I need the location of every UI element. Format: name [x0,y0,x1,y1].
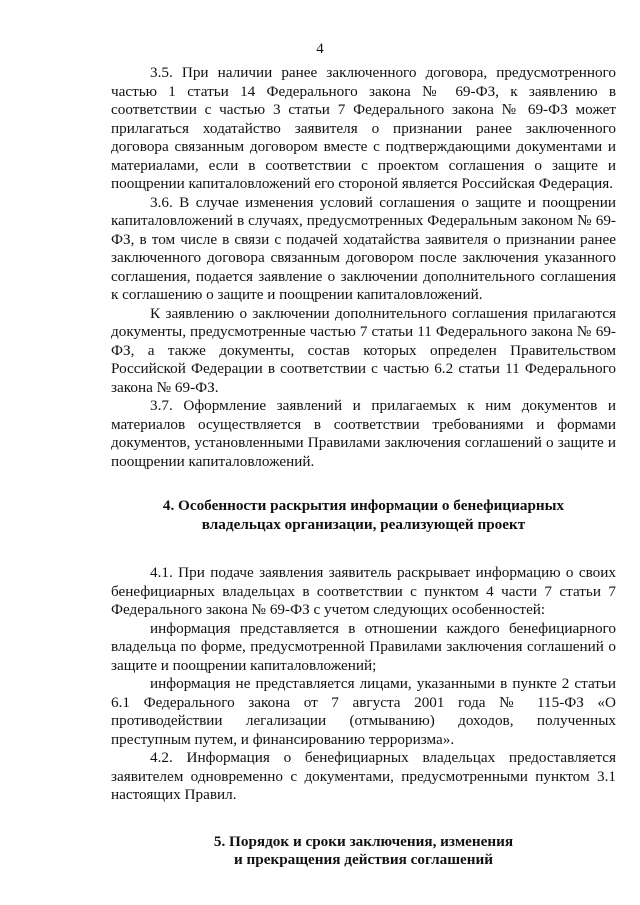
page-number: 4 [316,41,324,57]
paragraph-4-1: 4.1. При подаче заявления заявитель раскрывает информацию о своих бенефициарных владельцах в соответствии с пунктом 4 части 7 статьи 7 Федерального закона № 69-ФЗ с учетом следующих особенностей: [111,564,616,618]
paragraph-4-2: 4.2. Информация о бенефициарных владельцах предоставляется заявителем одновременно с документами, предусмотренными пунктом 3.1 настоящих Правил. [111,749,616,803]
section-4-title-line2: владельцах организации, реализующей проект [201,515,526,533]
paragraph-3-5: 3.5. При наличии ранее заключенного договора, предусмотренного частью 1 статьи 14 Федерального закона № 69-ФЗ, к заявлению в соответствии с частью 3 статьи 7 Федерального закона № 69-ФЗ может прилагаться ходатайство заявителя о признании ранее заключенного договора связанным договором вместе с подтверждающими документами и материалами, если в соответствии с проектом соглашения о защите и поощрении капиталовложений его стороной является Российская Федерация. [111,64,616,192]
section-5-title-line1: 5. Порядок и сроки заключения, изменения [213,832,514,850]
section-5-title-line2: и прекращения действия соглашений [233,851,494,868]
paragraph-info-not-provided: информация не представляется лицами, указанными в пункте 2 статьи 6.1 Федерального закона от 7 августа 2001 года № 115-ФЗ «О противодействии легализации (отмыванию) доходов, полученных преступным путем, и финансированию терроризма». [111,675,616,748]
document-body [111,64,616,870]
section-4-title-line1: 4. Особенности раскрытия информации о бенефициарных [162,497,565,514]
section-4-heading [111,497,616,534]
section-5-heading [111,833,616,870]
paragraph-additional-agreement: К заявлению о заключении дополнительного соглашения прилагаются документы, предусмотренные частью 7 статьи 11 Федерального закона № 69-ФЗ, а также документы, состав которых определен Правительством Российской Федерации в соответствии с частью 6.2 статьи 11 Федерального закона № 69-ФЗ. [111,304,616,396]
paragraph-info-provided: информация представляется в отношении каждого бенефициарного владельца по форме, предусмотренной Правилами заключения соглашений о защите и поощрении капиталовложений; [111,619,616,674]
paragraph-3-7: 3.7. Оформление заявлений и прилагаемых к ним документов и материалов осуществляется в соответствии требованиями и формами документов, установленными Правилами заключения соглашений о защите и поощрении капиталовложений. [111,397,616,470]
paragraph-3-6: 3.6. В случае изменения условий соглашения о защите и поощрении капиталовложений в случаях, предусмотренных Федеральным законом № 69-ФЗ, в том числе в связи с подачей ходатайства заявителя о признании ранее заключенного договора связанным договором после заключения указанного соглашения, подается заявление о заключении дополнительного соглашения к соглашению о защите и поощрении капиталовложений. [111,193,616,303]
